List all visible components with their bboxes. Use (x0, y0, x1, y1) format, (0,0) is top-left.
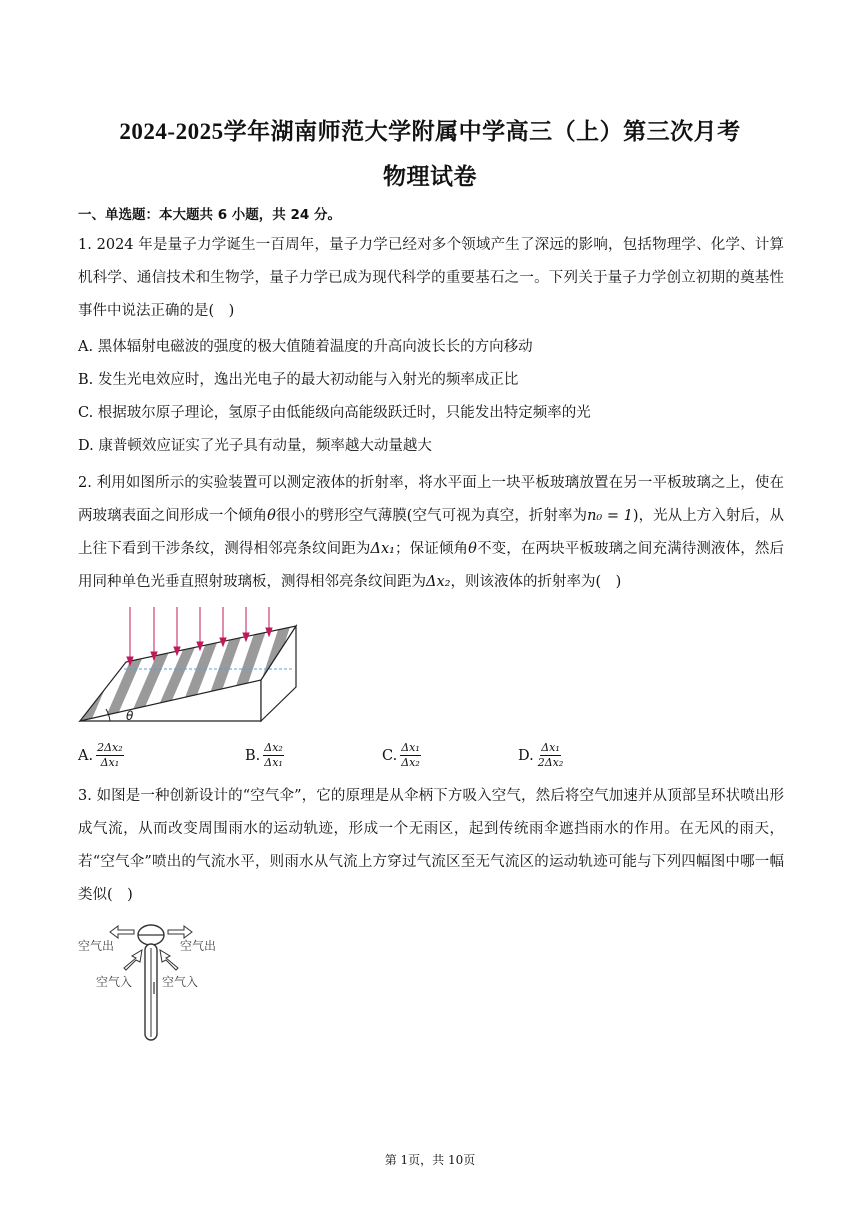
air-out-left-label: 空气出 (78, 939, 115, 953)
q2-text-4: ；保证倾角 (395, 541, 469, 557)
option-label: B. (245, 747, 261, 764)
section-heading: 一、单选题：本大题共 6 小题，共 24 分。 (78, 207, 341, 223)
page-footer: 第 1页，共 10页 (384, 1153, 476, 1167)
q3-stem: 3. 如图是一种创新设计的“空气伞”，它的原理是从伞柄下方吸入空气，然后将空气加速并从顶部呈环状喷出形成气流，从而改变周围雨水的运动轨迹，形成一个无雨区，起到传统雨伞遮挡雨水的作用。在无风的雨天，若“空气伞”喷出的气流水平，则雨水从气流上方穿过气流区至无气流区的运动轨迹可能与下列四幅图中哪一幅类似( ) (78, 788, 784, 903)
q1-option-a: A. 黑体辐射电磁波的强度的极大值随着温度的升高向波长长的方向移动 (78, 339, 533, 355)
q2-text-2: 很小的劈形空气薄膜(空气可视为真空，折射率为 (275, 508, 588, 524)
q1-stem: 1. 2024 年是量子力学诞生一百周年，量子力学已经对多个领域产生了深远的影响，包括物理学、化学、计算机科学、通信技术和生物学，量子力学已成为现代科学的重要基石之一。下列关于量子力学创立初期的奠基性事件中说法正确的是( ) (78, 237, 784, 319)
option-numerator: Δx₂ (264, 741, 283, 754)
option-label: A. (78, 747, 94, 764)
option-numerator: Δx₁ (401, 741, 420, 754)
q2-text-3: )，光从上方入射后，从上往下看到干涉条纹，测得相邻亮条纹间距为 (78, 508, 785, 557)
option-numerator: 2Δx₂ (97, 741, 123, 754)
q2-stem (78, 467, 784, 599)
q2-dx1: Δx₁ (370, 541, 395, 557)
option-numerator: Δx₁ (541, 741, 560, 754)
q2-option-d (518, 742, 564, 769)
air-umbrella-figure (76, 922, 226, 1046)
q1-option-d: D. 康普顿效应证实了光子具有动量，频率越大动量越大 (78, 438, 432, 454)
q2-option-c (382, 742, 421, 769)
wedge-interference-figure (76, 605, 316, 727)
option-denominator: 2Δx₂ (537, 756, 564, 769)
q2-theta: θ (267, 508, 276, 524)
exam-title: 2024-2025学年湖南师范大学附属中学高三（上）第三次月考 (119, 119, 741, 144)
air-in-right-label: 空气入 (162, 975, 199, 989)
q2-theta-2: θ (468, 541, 477, 557)
q1-option-b: B. 发生光电效应时，逸出光电子的最大初动能与入射光的频率成正比 (78, 372, 519, 388)
q2-option-b (245, 742, 284, 769)
theta-angle-label: θ (126, 709, 134, 723)
q2-text-1: 2. 利用如图所示的实验装置可以测定液体的折射率，将水平面上一块平板玻璃放置在另一平板玻璃之上，使在两玻璃表面之间形成一个倾角 (78, 475, 784, 524)
option-denominator: Δx₁ (264, 756, 283, 769)
q2-option-a (78, 742, 124, 769)
exam-subtitle: 物理试卷 (383, 164, 477, 189)
q2-text-5: 不变，在两块平板玻璃之间充满待测液体，然后用同种单色光垂直照射玻璃板，测得相邻亮条纹间距为 (78, 541, 785, 590)
q2-text-6: ，则该液体的折射率为( ) (450, 574, 622, 590)
option-label: C. (382, 747, 398, 764)
air-in-left-label: 空气入 (96, 975, 133, 989)
q2-n0: n₀ = 1 (587, 508, 633, 524)
option-denominator: Δx₂ (401, 756, 420, 769)
option-denominator: Δx₁ (100, 756, 120, 769)
air-out-right-label: 空气出 (180, 939, 217, 953)
q1-option-c: C. 根据玻尔原子理论，氢原子由低能级向高能级跃迁时，只能发出特定频率的光 (78, 405, 591, 421)
q2-dx2: Δx₂ (426, 574, 451, 590)
option-label: D. (518, 747, 534, 764)
